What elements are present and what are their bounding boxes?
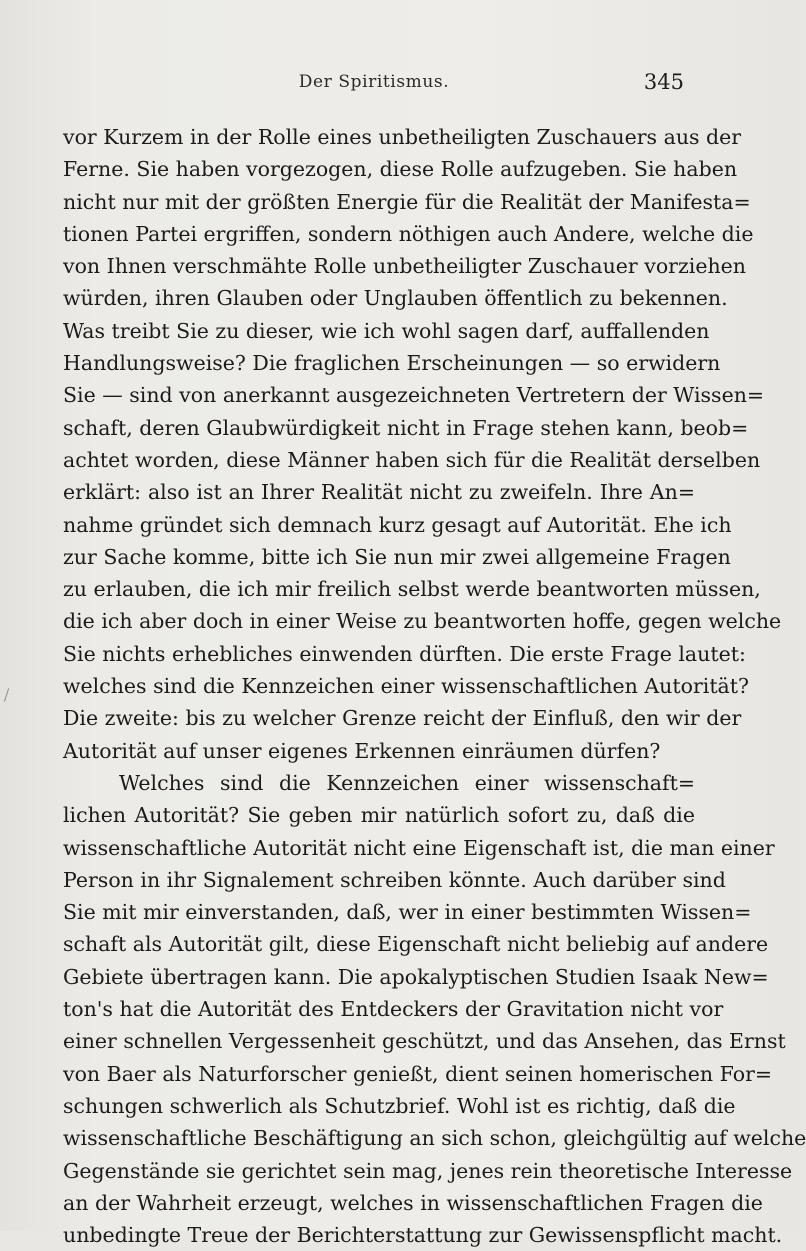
- text-line: ton's hat die Autorität des Entdeckers der Gravitation nicht vor: [63, 997, 724, 1022]
- text-line: schaft, deren Glaubwürdigkeit nicht in Frage stehen kann, beob=: [63, 415, 749, 440]
- text-line: Sie mit mir einverstanden, daß, wer in einer bestimmten Wissen=: [63, 900, 752, 925]
- page-header: [64, 72, 684, 102]
- text-line: Sie — sind von anerkannt ausgezeichneten Vertretern der Wissen=: [63, 383, 765, 408]
- paragraph-start-line: Welches sind die Kennzeichen einer wissenschaft=: [119, 770, 695, 795]
- text-line: einer schnellen Vergessenheit geschützt, und das Ansehen, das Ernst: [63, 1029, 786, 1054]
- running-head: Der Spiritismus.: [298, 72, 450, 92]
- text-line: zu erlauben, die ich mir freilich selbst werde beantworten müssen,: [63, 577, 761, 602]
- text-line: zur Sache komme, bitte ich Sie nun mir zwei allgemeine Fragen: [63, 544, 731, 569]
- text-line: Gebiete übertragen kann. Die apokalyptischen Studien Isaak New=: [63, 964, 769, 989]
- text-line: Gegenstände sie gerichtet sein mag, jenes rein theoretische Interesse: [63, 1158, 793, 1183]
- text-line: Handlungsweise? Die fraglichen Erscheinungen — so erwidern: [63, 351, 721, 376]
- paragraph-end-line: Autorität auf unser eigenes Erkennen einräumen dürfen?: [63, 738, 661, 763]
- margin-mark: [4, 688, 9, 702]
- text-line: wissenschaftliche Autorität nicht eine Eigenschaft ist, die man einer: [63, 835, 775, 860]
- text-line: vor Kurzem in der Rolle eines unbetheiligten Zuschauers aus der: [63, 125, 742, 149]
- text-line: Ferne. Sie haben vorgezogen, diese Rolle aufzugeben. Sie haben: [63, 157, 738, 182]
- text-line: nahme gründet sich demnach kurz gesagt auf Autorität. Ehe ich: [63, 512, 732, 537]
- text-line: unbedingte Treue der Berichterstattung zur Gewissenspflicht macht.: [63, 1223, 783, 1248]
- text-line: schaft als Autorität gilt, diese Eigenschaft nicht beliebig auf andere: [63, 932, 769, 957]
- text-line: lichen Autorität? Sie geben mir natürlich sofort zu, daß die: [63, 803, 695, 828]
- text-line: Was treibt Sie zu dieser, wie ich wohl sagen darf, auffallenden: [63, 318, 710, 343]
- text-line: von Ihnen verschmähte Rolle unbetheiligter Zuschauer vorziehen: [63, 254, 746, 279]
- body-text: [63, 121, 806, 1251]
- text-line: die ich aber doch in einer Weise zu beantworten hoffe, gegen welche: [63, 609, 782, 634]
- text-line: würden, ihren Glauben oder Unglauben öffentlich zu bekennen.: [63, 286, 728, 311]
- text-line: an der Wahrheit erzeugt, welches in wissenschaftlichen Fragen die: [63, 1190, 763, 1215]
- text-line: nicht nur mit der größten Energie für die Realität der Manifesta=: [63, 189, 751, 214]
- page-number: 345: [643, 70, 684, 94]
- text-line: tionen Partei ergriffen, sondern nöthigen auch Andere, welche die: [63, 221, 754, 246]
- text-line: Person in ihr Signalement schreiben könnte. Auch darüber sind: [63, 867, 726, 892]
- text-line: Die zweite: bis zu welcher Grenze reicht der Einfluß, den wir der: [63, 706, 742, 731]
- text-line: erklärt: also ist an Ihrer Realität nicht zu zweifeln. Ihre An=: [63, 480, 695, 505]
- text-line: achtet worden, diese Männer haben sich für die Realität derselben: [63, 447, 761, 472]
- text-line: schungen schwerlich als Schutzbrief. Wohl ist es richtig, daß die: [63, 1093, 736, 1118]
- text-line: wissenschaftliche Beschäftigung an sich schon, gleichgültig auf welche: [63, 1126, 806, 1151]
- text-line: von Baer als Naturforscher genießt, dient seinen homerischen For=: [63, 1061, 773, 1086]
- text-line: welches sind die Kennzeichen einer wissenschaftlichen Autorität?: [63, 674, 750, 699]
- text-line: Sie nichts erhebliches einwenden dürften. Die erste Frage lautet:: [63, 641, 746, 666]
